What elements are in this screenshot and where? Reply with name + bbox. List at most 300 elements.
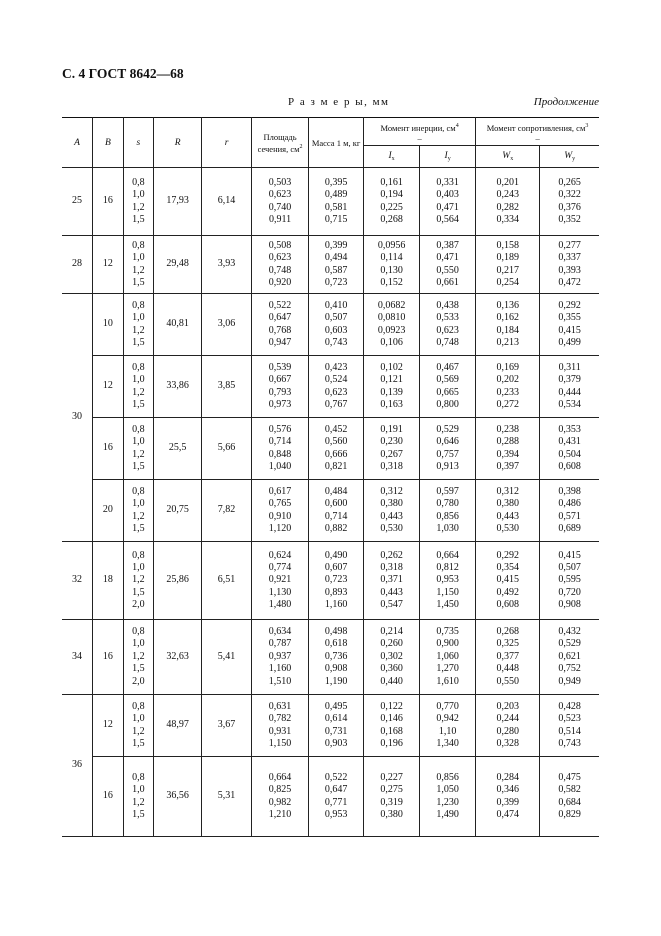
cell-value: 1,150: [268, 737, 292, 749]
cell-small-r: 3,85: [202, 356, 252, 418]
cell-value: 1,5: [132, 460, 145, 472]
cell-mass: [309, 418, 364, 480]
cell-value: 0,848: [268, 448, 292, 460]
cell-value: 0,743: [558, 737, 581, 749]
cell-value: 0,595: [558, 574, 581, 586]
cell-wy: [540, 294, 599, 356]
cell-s: [123, 418, 154, 480]
cell-value: 0,202: [496, 374, 519, 386]
table-row: [62, 480, 599, 542]
cell-value: 1,5: [132, 586, 145, 598]
cell-value: 0,508: [268, 239, 292, 251]
cell-value: 0,397: [496, 460, 519, 472]
cell-value: 0,0956: [377, 239, 406, 251]
cell-value: 0,398: [558, 485, 581, 497]
cell-wx: [476, 480, 540, 542]
table-row: [62, 356, 599, 418]
cell-value: 0,311: [558, 361, 581, 373]
cell-value: 0,767: [324, 398, 348, 410]
cell-small-r: 7,82: [202, 480, 252, 542]
cell-value: 0,608: [496, 599, 519, 611]
cell-mass: [309, 757, 364, 837]
cell-value: 1,2: [132, 574, 145, 586]
cell-s: [123, 542, 154, 620]
cell-value: 0,432: [558, 626, 581, 638]
cell-value: 0,438: [436, 299, 459, 311]
cell-value: 0,399: [324, 239, 348, 251]
cell-value: 0,714: [268, 436, 292, 448]
cell-iy: [420, 757, 476, 837]
cell-value: 0,752: [558, 663, 581, 675]
cell-value: 1,450: [436, 599, 459, 611]
cell-mass: [309, 695, 364, 757]
cell-value: 0,0810: [377, 312, 406, 324]
cell-value: 0,423: [324, 361, 348, 373]
cell-mass: [309, 480, 364, 542]
table-body: [62, 168, 599, 837]
cell-value: 0,277: [558, 239, 581, 251]
cell-value: 1,270: [436, 663, 459, 675]
cell-value: 0,8: [132, 176, 145, 188]
cell-big-r: 20,75: [154, 480, 202, 542]
cell-value: 0,631: [268, 700, 292, 712]
cell-a: 36: [62, 695, 93, 837]
col-inertia-header: Момент инерции, $см^4$ –: [364, 118, 476, 146]
cell-mass: [309, 542, 364, 620]
cell-value: 0,821: [324, 460, 348, 472]
cell-value: 0,394: [496, 448, 519, 460]
cell-value: 0,122: [380, 700, 403, 712]
cell-value: 0,0923: [377, 324, 406, 336]
cell-value: 0,504: [558, 448, 581, 460]
cell-value: 0,623: [324, 386, 348, 398]
cell-value: 1,150: [436, 586, 459, 598]
cell-value: 1,480: [268, 599, 292, 611]
cell-value: 0,714: [324, 510, 348, 522]
cell-area: [252, 542, 309, 620]
cell-value: 0,666: [324, 448, 348, 460]
col-resistance-header: Момент сопротивления, $см^3$ –: [476, 118, 599, 146]
cell-value: 0,748: [436, 336, 459, 348]
cell-small-r: 5,31: [202, 757, 252, 837]
cell-value: 0,735: [436, 626, 459, 638]
dimensions-table: [62, 117, 599, 837]
cell-value: 0,292: [558, 299, 581, 311]
cell-value: 0,623: [268, 252, 292, 264]
cell-value: 0,431: [558, 436, 581, 448]
cell-a: 34: [62, 620, 93, 695]
cell-value: 0,331: [436, 176, 459, 188]
cell-value: 0,380: [380, 498, 403, 510]
cell-value: 0,621: [558, 650, 581, 662]
cell-value: 1,0: [132, 189, 145, 201]
cell-value: 0,8: [132, 299, 145, 311]
col-b-header: B: [93, 118, 124, 168]
cell-value: 0,102: [380, 361, 403, 373]
cell-value: 0,161: [380, 176, 403, 188]
cell-value: 0,352: [558, 213, 581, 225]
cell-value: 0,474: [496, 808, 519, 820]
cell-wy: [540, 757, 599, 837]
cell-value: 0,571: [558, 510, 581, 522]
cell-big-r: 17,93: [154, 168, 202, 236]
cell-value: 0,282: [496, 201, 519, 213]
cell-b: 18: [93, 542, 124, 620]
cell-value: 0,254: [496, 276, 519, 288]
cell-mass: [309, 168, 364, 236]
col-small-r-header: r: [202, 118, 252, 168]
cell-value: 1,2: [132, 725, 145, 737]
cell-value: 0,882: [324, 522, 348, 534]
cell-wy: [540, 236, 599, 294]
cell-big-r: 36,56: [154, 757, 202, 837]
cell-value: 0,757: [436, 448, 459, 460]
cell-value: 1,120: [268, 522, 292, 534]
cell-value: 0,268: [380, 213, 403, 225]
cell-value: 0,328: [496, 737, 519, 749]
cell-value: 0,302: [380, 650, 403, 662]
cell-value: 1,2: [132, 264, 145, 276]
cell-b: 16: [93, 620, 124, 695]
cell-value: 0,227: [380, 771, 403, 783]
cell-ix: [364, 757, 420, 837]
table-row: [62, 620, 599, 695]
cell-iy: [420, 542, 476, 620]
cell-value: 0,106: [380, 336, 403, 348]
cell-value: 0,8: [132, 239, 145, 251]
cell-value: 1,0: [132, 498, 145, 510]
cell-ix: [364, 294, 420, 356]
cell-value: 0,787: [268, 638, 292, 650]
cell-value: 0,600: [324, 498, 348, 510]
cell-area: [252, 418, 309, 480]
cell-wy: [540, 418, 599, 480]
cell-value: 0,443: [380, 586, 403, 598]
cell-value: 0,911: [268, 213, 292, 225]
cell-value: 1,5: [132, 398, 145, 410]
cell-value: 0,569: [436, 374, 459, 386]
cell-value: 0,608: [558, 460, 581, 472]
cell-wx: [476, 542, 540, 620]
cell-ix: [364, 480, 420, 542]
cell-value: 0,410: [324, 299, 348, 311]
cell-value: 0,312: [380, 485, 403, 497]
cell-area: [252, 695, 309, 757]
cell-value: 1,190: [324, 675, 348, 687]
col-big-r-header: R: [154, 118, 202, 168]
cell-value: 0,346: [496, 784, 519, 796]
cell-wy: [540, 168, 599, 236]
cell-area: [252, 236, 309, 294]
cell-value: 0,467: [436, 361, 459, 373]
cell-value: 0,203: [496, 700, 519, 712]
cell-value: 0,265: [558, 176, 581, 188]
cell-value: 1,5: [132, 663, 145, 675]
cell-value: 0,780: [436, 498, 459, 510]
cell-value: 0,380: [380, 808, 403, 820]
cell-value: 0,661: [436, 276, 459, 288]
cell-wx: [476, 418, 540, 480]
cell-value: 0,189: [496, 252, 519, 264]
cell-s: [123, 236, 154, 294]
cell-value: 0,217: [496, 264, 519, 276]
cell-big-r: 25,5: [154, 418, 202, 480]
cell-mass: [309, 236, 364, 294]
cell-value: 0,322: [558, 189, 581, 201]
cell-b: 16: [93, 757, 124, 837]
col-area-header: Площадь сечения, $см^2$: [252, 118, 309, 168]
table-row: [62, 418, 599, 480]
cell-value: 0,582: [558, 784, 581, 796]
cell-value: 0,191: [380, 423, 403, 435]
cell-value: 1,0: [132, 436, 145, 448]
col-iy-header: $I_y$: [420, 146, 476, 168]
cell-value: 0,825: [268, 784, 292, 796]
cell-value: 0,514: [558, 725, 581, 737]
cell-value: 1,490: [436, 808, 459, 820]
cell-wx: [476, 356, 540, 418]
cell-value: 0,530: [380, 522, 403, 534]
cell-value: 0,937: [268, 650, 292, 662]
cell-value: 0,272: [496, 398, 519, 410]
cell-ix: [364, 695, 420, 757]
cell-value: 0,507: [324, 312, 348, 324]
cell-value: 0,503: [268, 176, 292, 188]
cell-value: 0,380: [496, 498, 519, 510]
cell-value: 0,982: [268, 796, 292, 808]
cell-value: 0,856: [436, 510, 459, 522]
cell-value: 0,486: [558, 498, 581, 510]
cell-big-r: 48,97: [154, 695, 202, 757]
cell-wy: [540, 356, 599, 418]
cell-small-r: 6,51: [202, 542, 252, 620]
cell-value: 0,614: [324, 713, 348, 725]
cell-value: 0,354: [496, 561, 519, 573]
cell-value: 1,5: [132, 522, 145, 534]
cell-value: 0,770: [436, 700, 459, 712]
cell-value: 0,325: [496, 638, 519, 650]
cell-small-r: 3,67: [202, 695, 252, 757]
cell-value: 1,2: [132, 448, 145, 460]
cell-value: 0,617: [268, 485, 292, 497]
cell-value: 0,312: [496, 485, 519, 497]
cell-area: [252, 168, 309, 236]
cell-value: 0,8: [132, 700, 145, 712]
cell-value: 0,8: [132, 626, 145, 638]
cell-value: 2,0: [132, 599, 145, 611]
table-row: [62, 168, 599, 236]
cell-small-r: 5,41: [202, 620, 252, 695]
cell-value: 0,395: [324, 176, 348, 188]
cell-value: 1,0: [132, 713, 145, 725]
cell-value: 0,489: [324, 189, 348, 201]
cell-value: 0,475: [558, 771, 581, 783]
cell-value: 0,829: [558, 808, 581, 820]
cell-value: 0,268: [496, 626, 519, 638]
cell-wx: [476, 620, 540, 695]
cell-value: 0,244: [496, 713, 519, 725]
cell-value: 0,771: [324, 796, 348, 808]
cell-value: 0,715: [324, 213, 348, 225]
cell-value: 0,942: [436, 713, 459, 725]
cell-mass: [309, 294, 364, 356]
cell-value: 0,731: [324, 725, 348, 737]
cell-value: 1,5: [132, 276, 145, 288]
cell-value: 1,0: [132, 252, 145, 264]
cell-value: 0,689: [558, 522, 581, 534]
cell-value: 0,355: [558, 312, 581, 324]
cell-value: 0,152: [380, 276, 403, 288]
cell-value: 0,136: [496, 299, 519, 311]
cell-ix: [364, 168, 420, 236]
cell-value: 0,280: [496, 725, 519, 737]
cell-value: 0,415: [558, 549, 581, 561]
cell-value: 0,415: [558, 324, 581, 336]
cell-value: 0,495: [324, 700, 348, 712]
cell-value: 0,856: [436, 771, 459, 783]
cell-value: 0,139: [380, 386, 403, 398]
cell-value: 1,040: [268, 460, 292, 472]
cell-value: 0,539: [268, 361, 292, 373]
cell-value: 0,597: [436, 485, 459, 497]
cell-value: 1,5: [132, 737, 145, 749]
cell-value: 0,238: [496, 423, 519, 435]
cell-value: 0,318: [380, 561, 403, 573]
table-row: [62, 294, 599, 356]
cell-value: 0,647: [324, 784, 348, 796]
cell-b: 16: [93, 418, 124, 480]
cell-value: 0,472: [558, 276, 581, 288]
cell-value: 0,973: [268, 398, 292, 410]
cell-value: 0,523: [558, 713, 581, 725]
cell-value: 0,499: [558, 336, 581, 348]
cell-value: 0,900: [436, 638, 459, 650]
cell-value: 0,393: [558, 264, 581, 276]
cell-value: 0,492: [496, 586, 519, 598]
cell-value: 0,524: [324, 374, 348, 386]
cell-value: 0,168: [380, 725, 403, 737]
cell-value: 1,030: [436, 522, 459, 534]
cell-value: 0,564: [436, 213, 459, 225]
cell-wy: [540, 542, 599, 620]
cell-a: 28: [62, 236, 93, 294]
col-wx-header: $W_x$: [476, 146, 540, 168]
cell-value: 0,723: [324, 276, 348, 288]
cell-big-r: 25,86: [154, 542, 202, 620]
cell-iy: [420, 695, 476, 757]
table-row: [62, 542, 599, 620]
cell-value: 0,319: [380, 796, 403, 808]
cell-value: 0,920: [268, 276, 292, 288]
cell-value: 1,2: [132, 386, 145, 398]
cell-big-r: 29,48: [154, 236, 202, 294]
cell-value: 0,337: [558, 252, 581, 264]
cell-value: 0,550: [436, 264, 459, 276]
cell-value: 1,2: [132, 201, 145, 213]
cell-s: [123, 620, 154, 695]
cell-value: 0,471: [436, 201, 459, 213]
cell-value: 0,664: [268, 771, 292, 783]
cell-value: 0,647: [268, 312, 292, 324]
cell-value: 0,163: [380, 398, 403, 410]
cell-wy: [540, 480, 599, 542]
cell-value: 0,949: [558, 675, 581, 687]
cell-value: 0,8: [132, 485, 145, 497]
cell-value: 1,160: [324, 599, 348, 611]
cell-iy: [420, 236, 476, 294]
cell-value: 0,603: [324, 324, 348, 336]
cell-area: [252, 620, 309, 695]
cell-s: [123, 294, 154, 356]
cell-value: 1,0: [132, 374, 145, 386]
cell-value: 1,0: [132, 312, 145, 324]
cell-value: 0,399: [496, 796, 519, 808]
cell-value: 0,440: [380, 675, 403, 687]
cell-value: 0,8: [132, 771, 145, 783]
cell-value: 1,5: [132, 808, 145, 820]
cell-value: 1,230: [436, 796, 459, 808]
cell-value: 0,353: [558, 423, 581, 435]
cell-value: 0,490: [324, 549, 348, 561]
cell-value: 0,903: [324, 737, 348, 749]
cell-iy: [420, 418, 476, 480]
cell-a: 25: [62, 168, 93, 236]
cell-b: 10: [93, 294, 124, 356]
cell-value: 0,507: [558, 561, 581, 573]
cell-value: 0,908: [324, 663, 348, 675]
cell-value: 0,267: [380, 448, 403, 460]
cell-value: 0,403: [436, 189, 459, 201]
cell-small-r: 3,06: [202, 294, 252, 356]
cell-value: 0,162: [496, 312, 519, 324]
cell-area: [252, 480, 309, 542]
cell-a: 30: [62, 294, 93, 542]
cell-value: 0,443: [496, 510, 519, 522]
cell-value: 0,130: [380, 264, 403, 276]
cell-wx: [476, 168, 540, 236]
cell-area: [252, 356, 309, 418]
cell-wy: [540, 620, 599, 695]
cell-value: 0,893: [324, 586, 348, 598]
cell-small-r: 5,66: [202, 418, 252, 480]
cell-value: 2,0: [132, 675, 145, 687]
cell-value: 0,169: [496, 361, 519, 373]
cell-wx: [476, 757, 540, 837]
cell-iy: [420, 480, 476, 542]
cell-value: 0,533: [436, 312, 459, 324]
cell-ix: [364, 356, 420, 418]
cell-big-r: 32,63: [154, 620, 202, 695]
cell-value: 0,529: [436, 423, 459, 435]
col-ix-header: $I_x$: [364, 146, 420, 168]
cell-iy: [420, 168, 476, 236]
cell-value: 0,547: [380, 599, 403, 611]
cell-value: 0,194: [380, 189, 403, 201]
cell-value: 0,530: [496, 522, 519, 534]
cell-wx: [476, 294, 540, 356]
cell-area: [252, 757, 309, 837]
cell-value: 0,494: [324, 252, 348, 264]
cell-value: 0,260: [380, 638, 403, 650]
cell-value: 0,624: [268, 549, 292, 561]
cell-value: 1,5: [132, 213, 145, 225]
cell-big-r: 40,81: [154, 294, 202, 356]
cell-value: 0,371: [380, 574, 403, 586]
cell-value: 0,522: [268, 299, 292, 311]
cell-value: 0,664: [436, 549, 459, 561]
cell-value: 0,8: [132, 549, 145, 561]
col-a-header: A: [62, 118, 93, 168]
